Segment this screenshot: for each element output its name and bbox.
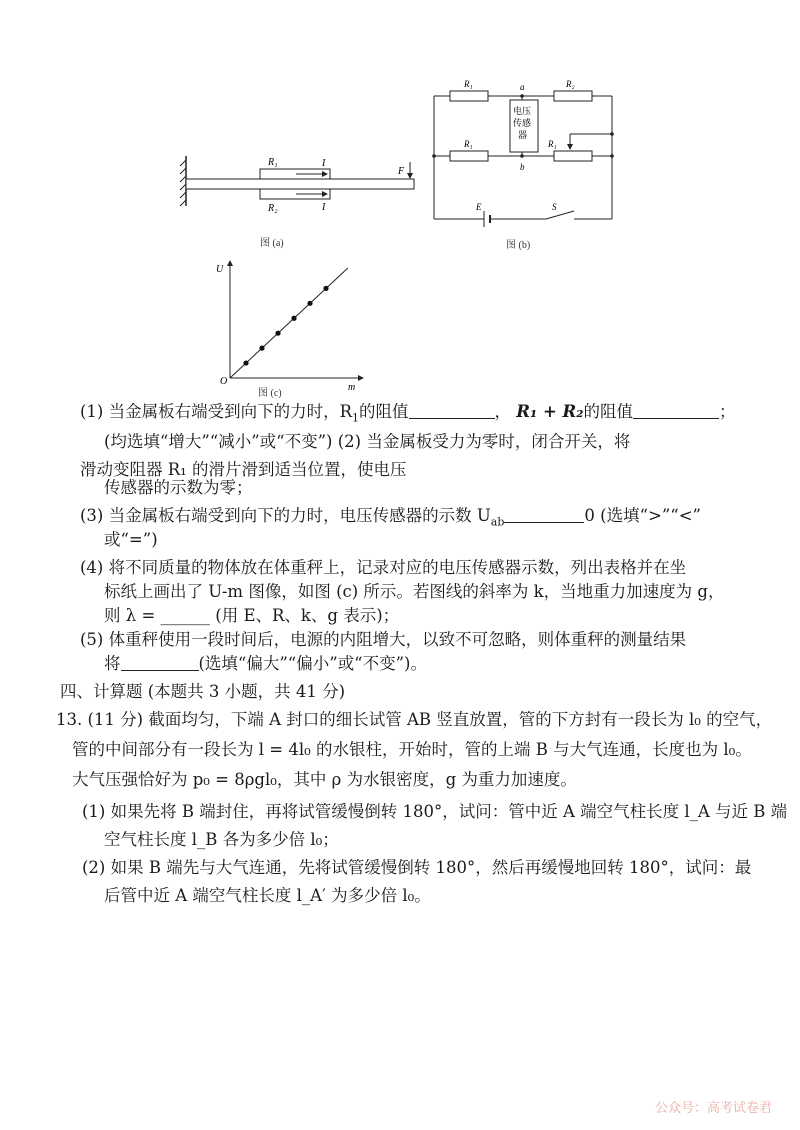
fig-a-label-r1: R₁ [268, 157, 278, 168]
fig-b-sensor-line2: 传感 [513, 119, 532, 129]
fig-b-caption: 图 (b) [506, 240, 531, 251]
fig-a-label-i-bottom: I [322, 202, 326, 213]
q4-line-2: 标纸上画出了 U-m 图像，如图 (c) 所示。若图线的斜率为 k，当地重力加速度为 g， [104, 582, 725, 601]
q5-blank[interactable] [121, 654, 199, 671]
fig-c-data-point [243, 360, 248, 365]
p13-line-2: 管的中间部分有一段长为 l = 4l₀ 的水银柱，开始时，管的上端 B 与大气连通，长度也为 l₀。 [72, 740, 752, 759]
fig-b-sensor-line1: 电压 [513, 107, 532, 117]
section-4-title: 四、计算题 (本题共 3 小题，共 41 分) [60, 682, 346, 701]
q5-line-2: 将 (选填“偏大”“偏小”或“不变”)。 [104, 654, 427, 673]
p13-q2-line-2: 后管中近 A 端空气柱长度 l_A′ 为多少倍 l₀。 [104, 886, 431, 905]
q2-line-3: 滑动变阻器 R₁ 的滑片滑到适当位置，使电压 [80, 460, 407, 479]
fig-c-data-point [323, 286, 328, 291]
p13-line-1: 13. (11 分) 截面均匀，下端 A 封口的细长试管 AB 竖直放置，管的下方封有一段长为 l₀ 的空气， [56, 710, 773, 729]
fig-c-caption: 图 (c) [258, 388, 282, 399]
fig-c-label-u: U [216, 264, 224, 275]
q3-line-1: (3) 当金属板右端受到向下的力时，电压传感器的示数 $U_{ab}$ 0 (选填“>”“<” [80, 506, 701, 529]
fig-b-sensor-line3: 器 [518, 131, 528, 141]
q3-line-2: 或“=”) [104, 530, 158, 549]
fig-a-label-f: F [398, 166, 405, 177]
p13-q1-line-2: 空气柱长度 l_B 各为多少倍 l₀； [104, 830, 339, 849]
p13-line-3: 大气压强恰好为 p₀ = 8ρgl₀，其中 ρ 为水银密度，g 为重力加速度。 [72, 770, 577, 789]
fig-c-data-point [307, 301, 312, 306]
fig-b-label-b: b [520, 162, 525, 172]
fig-b-label-s: S [552, 202, 557, 212]
figure-b [426, 74, 626, 254]
q4-line-3: 则 λ = ______ (用 E、R、k、g 表示)； [104, 606, 400, 625]
q5-line-1: (5) 体重秤使用一段时间后，电源的内阻增大，以致不可忽略，则体重秤的测量结果 [80, 630, 687, 649]
fig-c-data-point [275, 331, 280, 336]
fig-b-label-r1-top: R₁ [464, 79, 473, 89]
fig-b-label-e: E [476, 202, 482, 212]
q4-line-1: (4) 将不同质量的物体放在体重秤上，记录对应的电压传感器示数，列出表格并在坐 [80, 558, 687, 577]
fig-c-data-point [291, 316, 296, 321]
q1-line: (1) 当金属板右端受到向下的力时，$R_1$的阻值 ， R₁ + R₂的阻值 ； [80, 402, 736, 425]
q1-blank-1[interactable] [409, 402, 495, 419]
watermark-footer: 公众号：高考试卷君 [654, 1101, 772, 1116]
fig-b-label-r2-top: R₂ [566, 79, 575, 89]
figure-c [208, 256, 368, 401]
fig-b-label-r1-mid-left: R₁ [464, 139, 473, 149]
fig-a-label-r2: R₂ [268, 203, 278, 214]
fig-c-label-o: O [220, 376, 228, 387]
fig-a-label-i-top: I [322, 158, 326, 169]
q2-line-4: 传感器的示数为零； [104, 478, 253, 497]
fig-c-data-point [259, 346, 264, 351]
q1-blank-2[interactable] [633, 402, 719, 419]
fig-b-label-a: a [520, 82, 525, 92]
fig-a-caption: 图 (a) [260, 238, 284, 249]
q3-blank[interactable] [504, 506, 584, 523]
fig-b-label-r1-mid-right: R₁ [548, 139, 557, 149]
figure-a [176, 152, 426, 252]
fig-c-label-m: m [348, 382, 356, 393]
p13-q2-line-1: (2) 如果 B 端先与大气连通，先将试管缓慢倒转 180°，然后再缓慢地回转 180°，试问：最 [82, 858, 752, 877]
q1-hint-line: (均选填“增大”“减小”或“不变”) (2) 当金属板受力为零时，闭合开关，将 [104, 432, 631, 451]
p13-q1-line-1: (1) 如果先将 B 端封住，再将试管缓慢倒转 180°，试问：管中近 A 端空气柱长度 l_A 与近 B 端 [82, 802, 788, 821]
